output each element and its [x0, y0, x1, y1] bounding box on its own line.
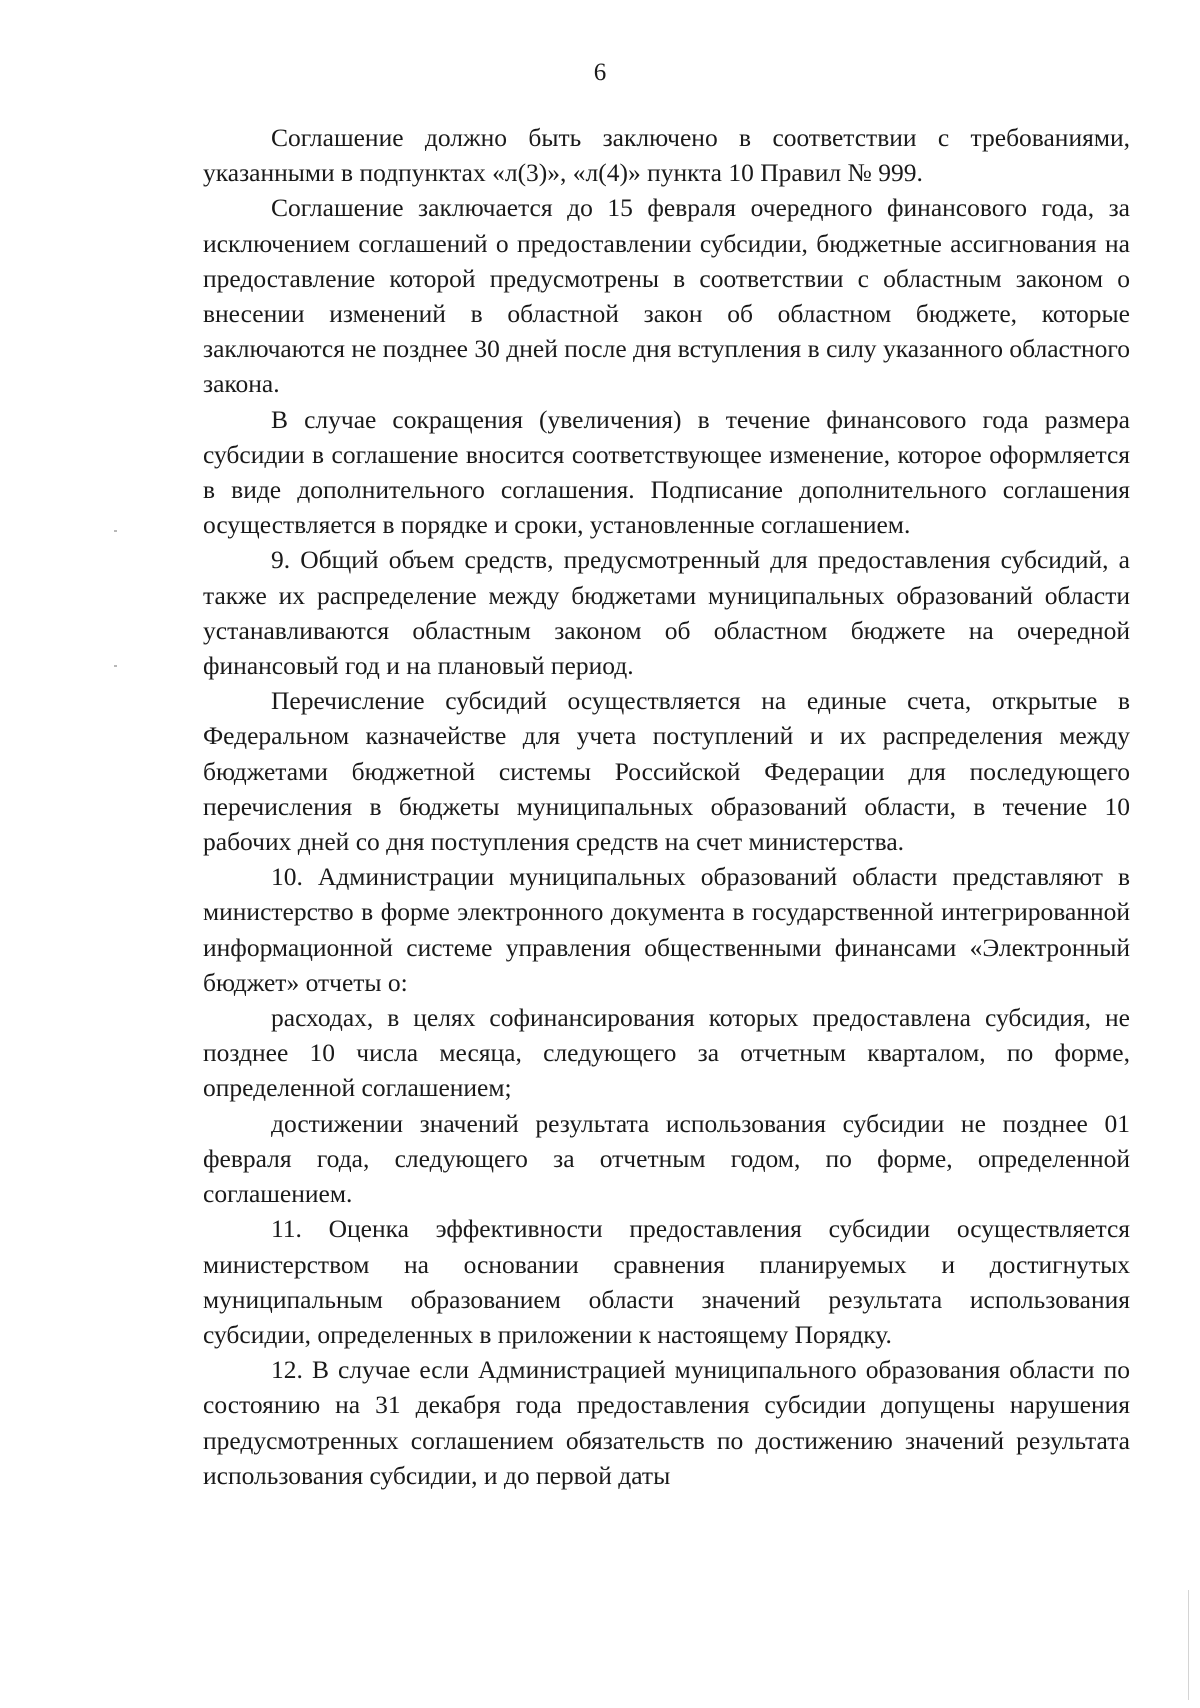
- page-number: 6: [593, 59, 607, 86]
- paragraph: 10. Администрации муниципальных образований области представляют в министерство в форме электронного документа в государственной интегрированной информационной системе управления общественными финансами «Электронный бюджет» отчеты о:: [203, 862, 1130, 997]
- paragraph: достижении значений результата использования субсидии не позднее 01 февраля года, следующего за отчетным годом, по форме, определенной соглашением.: [203, 1108, 1130, 1209]
- paragraph: 9. Общий объем средств, предусмотренный для предоставления субсидий, а также их распределение между бюджетами муниципальных образований области устанавливаются областным законом об областном бюджете на очередной финансовый год и на плановый период.: [203, 545, 1130, 681]
- scan-edge-line: [1188, 1590, 1189, 1700]
- paragraph: В случае сокращения (увеличения) в течение финансового года размера субсидии в соглашение вносится соответствующее изменение, которое оформляется в виде дополнительного соглашения. Подписание дополнительного соглашения осуществляется в порядке и сроки, установленные соглашением.: [203, 404, 1130, 540]
- paragraph: 12. В случае если Администрацией муниципального образования области по состоянию на 31 декабря года предоставления субсидии допущены нарушения предусмотренных соглашением обязательств по достижению значений результата использования субсидии, и до первой даты: [203, 1355, 1130, 1490]
- scan-artifact: [114, 665, 117, 667]
- paragraph: Перечисление субсидий осуществляется на единые счета, открытые в Федеральном казначействе для учета поступлений и их распределения между бюджетами бюджетной системы Российской Федерации для последующего перечисления в бюджеты муниципальных образований области, в течение 10 рабочих дней со дня поступления средств на счет министерства.: [203, 686, 1130, 857]
- body-text: [203, 120, 1130, 1493]
- paragraph: расходах, в целях софинансирования которых предоставлена субсидия, не позднее 10 числа месяца, следующего за отчетным кварталом, по форме, определенной соглашением;: [203, 1003, 1130, 1103]
- paragraph: Соглашение заключается до 15 февраля очередного финансового года, за исключением соглашений о предоставлении субсидии, бюджетные ассигнования на предоставление которой предусмотрены в соответствии с областным законом о внесении изменений в областной закон об областном бюджете, которые заключаются не позднее 30 дней после дня вступления в силу указанного областного закона.: [203, 193, 1130, 399]
- scan-artifact: [114, 530, 117, 532]
- paragraph: 11. Оценка эффективности предоставления субсидии осуществляется министерством на основании сравнения планируемых и достигнутых муниципальным образованием области значений результата использования субсидии, определенных в приложении к настоящему Порядку.: [203, 1214, 1130, 1349]
- paragraph: Соглашение должно быть заключено в соответствии с требованиями, указанными в подпунктах «л(3)», «л(4)» пункта 10 Правил № 999.: [203, 123, 1130, 188]
